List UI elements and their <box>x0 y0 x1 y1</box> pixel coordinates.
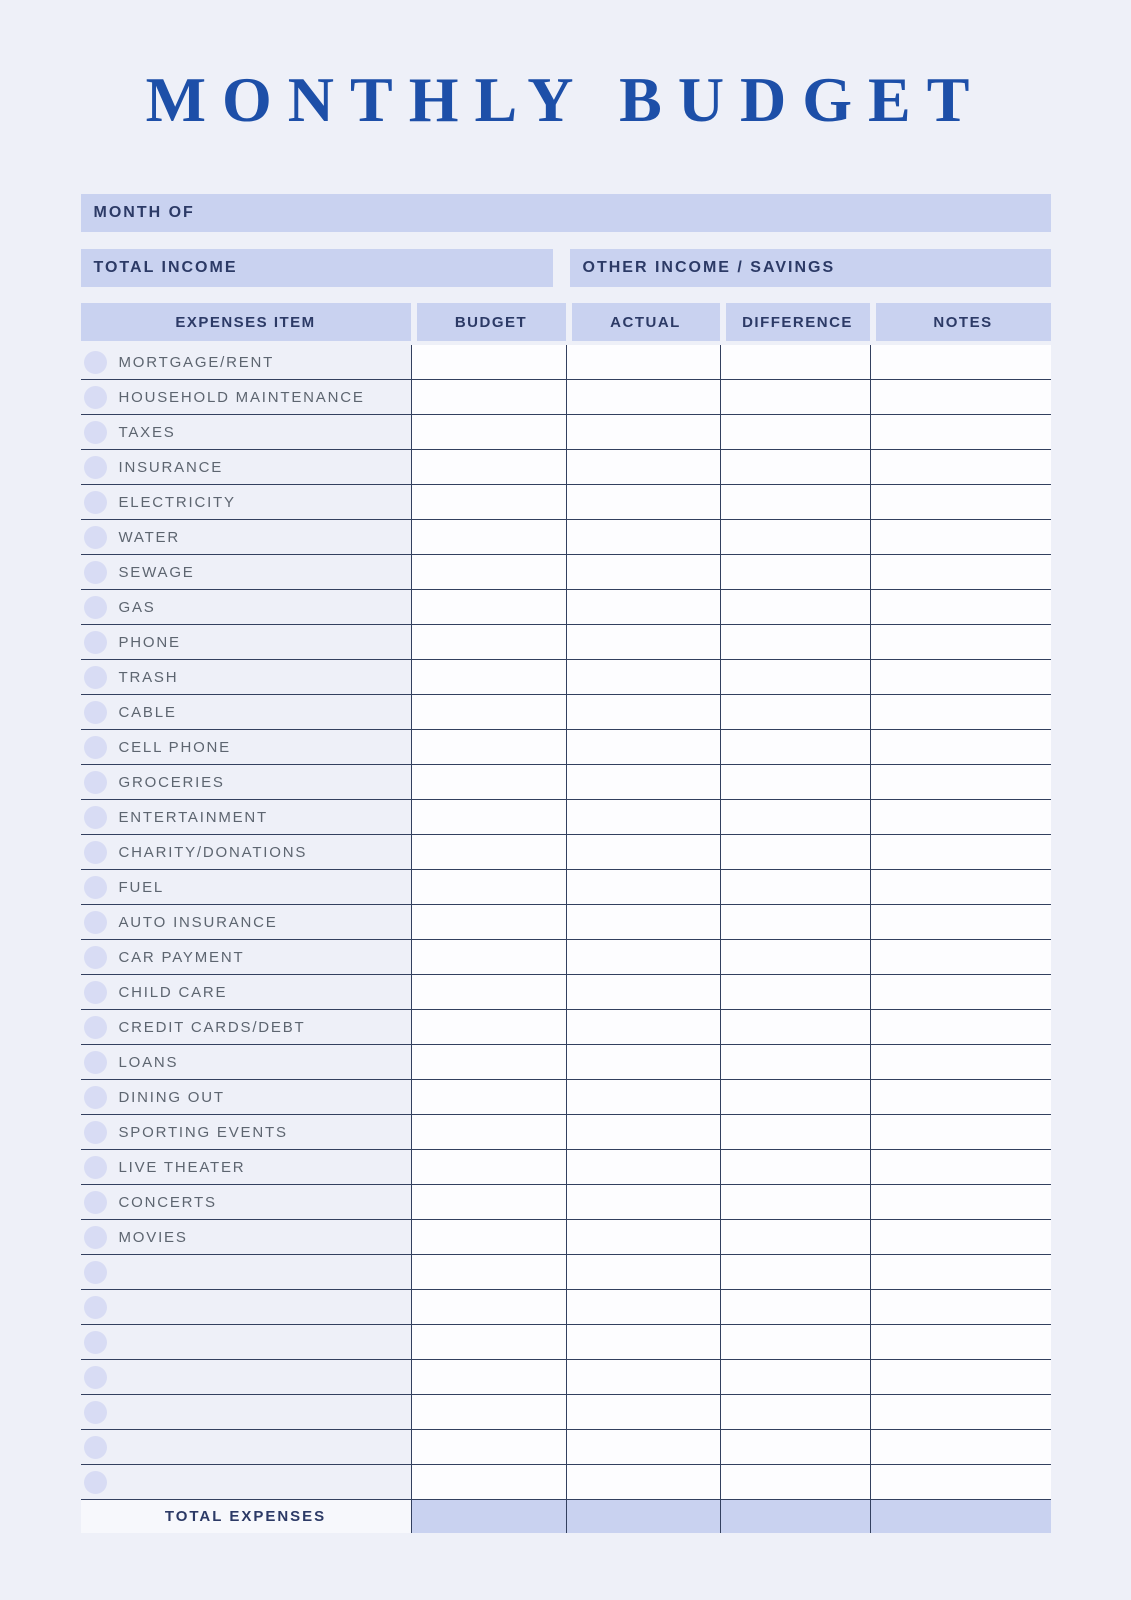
actual-cell[interactable] <box>566 1430 720 1464</box>
expense-item-cell <box>81 380 411 414</box>
budget-cell[interactable] <box>411 1010 566 1044</box>
bullet-icon <box>84 421 107 444</box>
expense-item-label: SEWAGE <box>118 563 195 581</box>
total-budget-cell[interactable] <box>411 1500 566 1533</box>
bullet-icon <box>84 806 107 829</box>
table-row <box>81 590 1051 625</box>
bullet-icon <box>84 1331 107 1354</box>
table-row <box>81 1290 1051 1325</box>
actual-cell[interactable] <box>566 380 720 414</box>
notes-cell[interactable] <box>870 1150 1051 1184</box>
table-row <box>81 520 1051 555</box>
bullet-icon <box>84 946 107 969</box>
total-actual-cell[interactable] <box>566 1500 720 1533</box>
budget-cell[interactable] <box>411 1255 566 1289</box>
actual-cell[interactable] <box>566 520 720 554</box>
expense-item-cell <box>81 1010 411 1044</box>
bullet-icon <box>84 456 107 479</box>
notes-cell[interactable] <box>870 1010 1051 1044</box>
table-row <box>81 1325 1051 1360</box>
notes-cell[interactable] <box>870 625 1051 659</box>
notes-cell[interactable] <box>870 1220 1051 1254</box>
bullet-icon <box>84 1121 107 1144</box>
table-row <box>81 1360 1051 1395</box>
difference-cell[interactable] <box>720 975 870 1009</box>
bullet-icon <box>84 981 107 1004</box>
expense-item-label: CAR PAYMENT <box>118 948 245 966</box>
notes-cell[interactable] <box>870 1325 1051 1359</box>
actual-cell[interactable] <box>566 1045 720 1079</box>
budget-cell[interactable] <box>411 905 566 939</box>
bullet-icon <box>84 351 107 374</box>
expense-item-label: GAS <box>118 598 156 616</box>
bullet-icon <box>84 841 107 864</box>
table-row <box>81 555 1051 590</box>
budget-cell[interactable] <box>411 1465 566 1499</box>
table-row <box>81 1465 1051 1500</box>
budget-cell[interactable] <box>411 1290 566 1324</box>
notes-cell[interactable] <box>870 1395 1051 1429</box>
actual-cell[interactable] <box>566 1395 720 1429</box>
header-budget: BUDGET <box>411 303 566 341</box>
difference-cell[interactable] <box>720 520 870 554</box>
budget-cell[interactable] <box>411 765 566 799</box>
difference-cell[interactable] <box>720 1290 870 1324</box>
expense-item-cell <box>81 975 411 1009</box>
actual-cell[interactable] <box>566 485 720 519</box>
expense-item-label: MOVIES <box>118 1228 188 1246</box>
actual-cell[interactable] <box>566 660 720 694</box>
actual-cell[interactable] <box>566 1220 720 1254</box>
expense-item-label: WATER <box>118 528 180 546</box>
table-row <box>81 765 1051 800</box>
budget-cell[interactable] <box>411 590 566 624</box>
actual-cell[interactable] <box>566 730 720 764</box>
actual-cell[interactable] <box>566 590 720 624</box>
difference-cell[interactable] <box>720 905 870 939</box>
expense-item-label: DINING OUT <box>118 1088 225 1106</box>
expense-item-cell <box>81 1185 411 1219</box>
budget-cell[interactable] <box>411 520 566 554</box>
expense-item-cell <box>81 1360 411 1394</box>
table-row <box>81 450 1051 485</box>
page-title: MONTHLY BUDGET <box>145 64 986 135</box>
budget-cell[interactable] <box>411 870 566 904</box>
notes-cell[interactable] <box>870 1360 1051 1394</box>
actual-cell[interactable] <box>566 1185 720 1219</box>
expense-item-cell <box>81 1325 411 1359</box>
notes-cell[interactable] <box>870 1290 1051 1324</box>
notes-cell[interactable] <box>870 1080 1051 1114</box>
expense-item-label: LIVE THEATER <box>118 1158 246 1176</box>
expense-item-label: ENTERTAINMENT <box>118 808 269 826</box>
table-row <box>81 625 1051 660</box>
difference-cell[interactable] <box>720 1325 870 1359</box>
expense-item-cell <box>81 1255 411 1289</box>
notes-cell[interactable] <box>870 940 1051 974</box>
actual-cell[interactable] <box>566 695 720 729</box>
bullet-icon <box>84 526 107 549</box>
notes-cell[interactable] <box>870 485 1051 519</box>
budget-cell[interactable] <box>411 835 566 869</box>
budget-cell[interactable] <box>411 1325 566 1359</box>
notes-cell[interactable] <box>870 975 1051 1009</box>
header-expenses-item: EXPENSES ITEM <box>81 303 411 341</box>
notes-cell[interactable] <box>870 380 1051 414</box>
expense-item-label: SPORTING EVENTS <box>118 1123 288 1141</box>
actual-cell[interactable] <box>566 1150 720 1184</box>
difference-cell[interactable] <box>720 835 870 869</box>
notes-cell[interactable] <box>870 1185 1051 1219</box>
notes-cell[interactable] <box>870 415 1051 449</box>
actual-cell[interactable] <box>566 1290 720 1324</box>
actual-cell[interactable] <box>566 1255 720 1289</box>
difference-cell[interactable] <box>720 660 870 694</box>
bullet-icon <box>84 631 107 654</box>
actual-cell[interactable] <box>566 975 720 1009</box>
table-row <box>81 380 1051 415</box>
expense-item-cell <box>81 625 411 659</box>
difference-cell[interactable] <box>720 1360 870 1394</box>
table-row <box>81 1045 1051 1080</box>
table-row <box>81 345 1051 380</box>
expense-item-cell <box>81 415 411 449</box>
difference-cell[interactable] <box>720 625 870 659</box>
expense-item-label: CABLE <box>118 703 177 721</box>
expense-item-cell <box>81 1465 411 1499</box>
notes-cell[interactable] <box>870 1045 1051 1079</box>
expense-item-label: CHARITY/DONATIONS <box>118 843 308 861</box>
actual-cell[interactable] <box>566 765 720 799</box>
budget-cell[interactable] <box>411 800 566 834</box>
actual-cell[interactable] <box>566 1010 720 1044</box>
budget-cell[interactable] <box>411 450 566 484</box>
expense-item-label: ELECTRICITY <box>118 493 236 511</box>
budget-cell[interactable] <box>411 1045 566 1079</box>
table-row <box>81 1395 1051 1430</box>
difference-cell[interactable] <box>720 345 870 379</box>
table-row <box>81 1080 1051 1115</box>
bullet-icon <box>84 491 107 514</box>
actual-cell[interactable] <box>566 870 720 904</box>
budget-cell[interactable] <box>411 1080 566 1114</box>
table-row <box>81 905 1051 940</box>
expense-item-label: CREDIT CARDS/DEBT <box>118 1018 306 1036</box>
budget-cell[interactable] <box>411 555 566 589</box>
difference-cell[interactable] <box>720 1150 870 1184</box>
expense-item-cell <box>81 800 411 834</box>
difference-cell[interactable] <box>720 1010 870 1044</box>
budget-cell[interactable] <box>411 695 566 729</box>
bullet-icon <box>84 1191 107 1214</box>
total-notes-cell[interactable] <box>870 1500 1051 1533</box>
table-row <box>81 695 1051 730</box>
expense-item-label: MORTGAGE/RENT <box>118 353 275 371</box>
actual-cell[interactable] <box>566 1115 720 1149</box>
bullet-icon <box>84 736 107 759</box>
header-notes: NOTES <box>870 303 1051 341</box>
expense-item-cell <box>81 905 411 939</box>
actual-cell[interactable] <box>566 905 720 939</box>
expense-item-cell <box>81 1430 411 1464</box>
difference-cell[interactable] <box>720 1255 870 1289</box>
header-actual: ACTUAL <box>566 303 720 341</box>
bullet-icon <box>84 596 107 619</box>
actual-cell[interactable] <box>566 835 720 869</box>
expense-item-cell <box>81 1395 411 1429</box>
expense-item-label: TAXES <box>118 423 176 441</box>
expense-item-label: AUTO INSURANCE <box>118 913 278 931</box>
bullet-icon <box>84 666 107 689</box>
budget-cell[interactable] <box>411 660 566 694</box>
actual-cell[interactable] <box>566 625 720 659</box>
expense-item-cell <box>81 1115 411 1149</box>
total-income-label: TOTAL INCOME <box>93 259 238 276</box>
income-section <box>81 249 1051 287</box>
expense-item-cell <box>81 835 411 869</box>
expense-item-label: CHILD CARE <box>118 983 228 1001</box>
notes-cell[interactable] <box>870 765 1051 799</box>
actual-cell[interactable] <box>566 1325 720 1359</box>
notes-cell[interactable] <box>870 835 1051 869</box>
expense-item-label: INSURANCE <box>118 458 224 476</box>
expense-item-label: LOANS <box>118 1053 179 1071</box>
budget-cell[interactable] <box>411 1395 566 1429</box>
expense-item-cell <box>81 695 411 729</box>
difference-cell[interactable] <box>720 1115 870 1149</box>
difference-cell[interactable] <box>720 1185 870 1219</box>
notes-cell[interactable] <box>870 905 1051 939</box>
difference-cell[interactable] <box>720 870 870 904</box>
difference-cell[interactable] <box>720 800 870 834</box>
bullet-icon <box>84 1226 107 1249</box>
table-body <box>81 345 1051 1500</box>
bullet-icon <box>84 1261 107 1284</box>
table-row <box>81 835 1051 870</box>
table-row <box>81 1185 1051 1220</box>
difference-cell[interactable] <box>720 485 870 519</box>
actual-cell[interactable] <box>566 450 720 484</box>
difference-cell[interactable] <box>720 765 870 799</box>
actual-cell[interactable] <box>566 1080 720 1114</box>
expenses-table <box>81 303 1051 1533</box>
actual-cell[interactable] <box>566 1360 720 1394</box>
other-income-savings-label: OTHER INCOME / SAVINGS <box>582 259 836 276</box>
notes-cell[interactable] <box>870 1430 1051 1464</box>
difference-cell[interactable] <box>720 415 870 449</box>
notes-cell[interactable] <box>870 590 1051 624</box>
notes-cell[interactable] <box>870 1465 1051 1499</box>
bullet-icon <box>84 1051 107 1074</box>
bullet-icon <box>84 876 107 899</box>
table-row <box>81 1255 1051 1290</box>
expense-item-cell <box>81 520 411 554</box>
table-row <box>81 800 1051 835</box>
notes-cell[interactable] <box>870 555 1051 589</box>
budget-cell[interactable] <box>411 1220 566 1254</box>
difference-cell[interactable] <box>720 730 870 764</box>
difference-cell[interactable] <box>720 380 870 414</box>
table-row <box>81 975 1051 1010</box>
budget-cell[interactable] <box>411 1360 566 1394</box>
total-expenses-label: TOTAL EXPENSES <box>81 1500 411 1533</box>
bullet-icon <box>84 1436 107 1459</box>
actual-cell[interactable] <box>566 1465 720 1499</box>
difference-cell[interactable] <box>720 1045 870 1079</box>
other-income-savings-field[interactable] <box>570 249 1051 287</box>
total-income-field[interactable] <box>81 249 553 287</box>
bullet-icon <box>84 701 107 724</box>
budget-cell[interactable] <box>411 975 566 1009</box>
notes-cell[interactable] <box>870 800 1051 834</box>
difference-cell[interactable] <box>720 555 870 589</box>
actual-cell[interactable] <box>566 940 720 974</box>
difference-cell[interactable] <box>720 940 870 974</box>
expense-item-cell <box>81 1220 411 1254</box>
notes-cell[interactable] <box>870 1115 1051 1149</box>
notes-cell[interactable] <box>870 450 1051 484</box>
expense-item-cell <box>81 660 411 694</box>
table-row <box>81 730 1051 765</box>
expense-item-label: PHONE <box>118 633 181 651</box>
month-of-label: MONTH OF <box>93 204 195 221</box>
budget-cell[interactable] <box>411 380 566 414</box>
budget-cell[interactable] <box>411 730 566 764</box>
notes-cell[interactable] <box>870 730 1051 764</box>
table-row <box>81 1010 1051 1045</box>
expense-item-cell <box>81 1290 411 1324</box>
difference-cell[interactable] <box>720 1220 870 1254</box>
budget-cell[interactable] <box>411 1150 566 1184</box>
table-row <box>81 1430 1051 1465</box>
bullet-icon <box>84 771 107 794</box>
actual-cell[interactable] <box>566 800 720 834</box>
expense-item-cell <box>81 555 411 589</box>
expense-item-cell <box>81 730 411 764</box>
difference-cell[interactable] <box>720 1465 870 1499</box>
table-header <box>81 303 1051 341</box>
bullet-icon <box>84 1016 107 1039</box>
difference-cell[interactable] <box>720 1395 870 1429</box>
expense-item-cell <box>81 1080 411 1114</box>
bullet-icon <box>84 1086 107 1109</box>
bullet-icon <box>84 561 107 584</box>
notes-cell[interactable] <box>870 695 1051 729</box>
expense-item-cell <box>81 590 411 624</box>
expense-item-label: FUEL <box>118 878 165 896</box>
notes-cell[interactable] <box>870 660 1051 694</box>
table-row <box>81 1220 1051 1255</box>
table-row <box>81 1115 1051 1150</box>
expense-item-cell <box>81 765 411 799</box>
header-difference: DIFFERENCE <box>720 303 870 341</box>
bullet-icon <box>84 1471 107 1494</box>
expense-item-label: GROCERIES <box>118 773 225 791</box>
expense-item-label: CELL PHONE <box>118 738 231 756</box>
expense-item-label: HOUSEHOLD MAINTENANCE <box>118 388 365 406</box>
bullet-icon <box>84 1296 107 1319</box>
actual-cell[interactable] <box>566 415 720 449</box>
difference-cell[interactable] <box>720 590 870 624</box>
budget-cell[interactable] <box>411 485 566 519</box>
table-row <box>81 485 1051 520</box>
month-of-field[interactable] <box>81 194 1051 232</box>
expense-item-cell <box>81 450 411 484</box>
bullet-icon <box>84 386 107 409</box>
notes-cell[interactable] <box>870 870 1051 904</box>
notes-cell[interactable] <box>870 1255 1051 1289</box>
difference-cell[interactable] <box>720 695 870 729</box>
notes-cell[interactable] <box>870 520 1051 554</box>
expense-item-cell <box>81 1150 411 1184</box>
bullet-icon <box>84 911 107 934</box>
expense-item-cell <box>81 485 411 519</box>
bullet-icon <box>84 1156 107 1179</box>
difference-cell[interactable] <box>720 1430 870 1464</box>
total-expenses-row <box>81 1500 1051 1533</box>
budget-cell[interactable] <box>411 1115 566 1149</box>
budget-cell[interactable] <box>411 1430 566 1464</box>
table-row <box>81 660 1051 695</box>
expense-item-cell <box>81 345 411 379</box>
table-row <box>81 870 1051 905</box>
expense-item-cell <box>81 1045 411 1079</box>
table-row <box>81 940 1051 975</box>
table-row <box>81 415 1051 450</box>
difference-cell[interactable] <box>720 450 870 484</box>
bullet-icon <box>84 1366 107 1389</box>
actual-cell[interactable] <box>566 555 720 589</box>
budget-cell[interactable] <box>411 625 566 659</box>
budget-cell[interactable] <box>411 415 566 449</box>
expense-item-cell <box>81 940 411 974</box>
expense-item-label: TRASH <box>118 668 179 686</box>
expense-item-cell <box>81 870 411 904</box>
notes-cell[interactable] <box>870 345 1051 379</box>
expense-item-label: CONCERTS <box>118 1193 217 1211</box>
bullet-icon <box>84 1401 107 1424</box>
actual-cell[interactable] <box>566 345 720 379</box>
budget-cell[interactable] <box>411 345 566 379</box>
budget-cell[interactable] <box>411 940 566 974</box>
budget-cell[interactable] <box>411 1185 566 1219</box>
difference-cell[interactable] <box>720 1080 870 1114</box>
table-row <box>81 1150 1051 1185</box>
total-difference-cell[interactable] <box>720 1500 870 1533</box>
